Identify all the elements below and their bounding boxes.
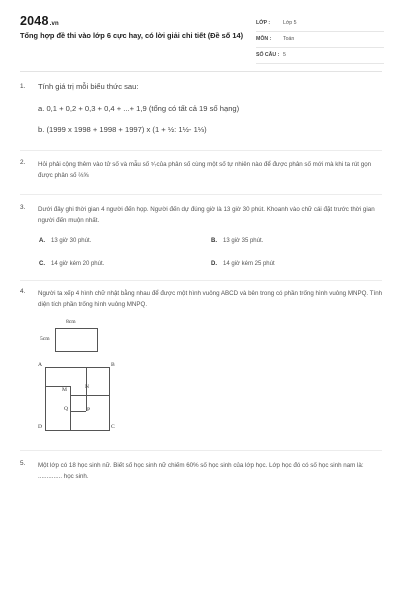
exam-meta <box>256 16 384 64</box>
vertex-label-p: P <box>87 407 91 413</box>
logo-suffix: .vn <box>49 21 59 27</box>
question-2 <box>20 159 382 183</box>
vertex-label-c: C <box>111 424 115 430</box>
divider <box>20 150 382 151</box>
option-text: 13 giờ 35 phút. <box>223 238 264 244</box>
vertex-label-b: B <box>111 362 115 368</box>
rect-height-label: 5cm <box>40 336 50 342</box>
meta-key: SỐ CÂU : <box>256 52 280 58</box>
question-text: Dưới đây ghi thời gian 4 người đến họp. Người đến dự đúng giờ là 13 giờ 30 phút. Khoanh vào chữ cái đặt trước thời gian người đến muộn nhất. <box>38 206 375 224</box>
divider <box>20 194 382 195</box>
option-text: 14 giờ kém 25 phút <box>223 261 275 267</box>
single-rectangle <box>55 328 98 352</box>
question-number: 1. <box>20 83 26 90</box>
option-letter: D. <box>211 261 217 267</box>
vertex-label-d: D <box>38 424 43 430</box>
option-letter: C. <box>39 261 45 267</box>
meta-key: MÔN : <box>256 36 272 42</box>
question-1 <box>20 82 382 142</box>
vertex-label-m: M <box>62 387 67 393</box>
vertex-label-a: A <box>38 362 43 368</box>
vertex-label-q: Q <box>64 406 69 412</box>
option-letter: B. <box>211 238 217 244</box>
meta-row-count <box>256 48 384 64</box>
header-divider <box>20 71 382 72</box>
answer-option-a[interactable] <box>39 238 91 244</box>
rect-edge <box>86 395 110 396</box>
question-text: Một lớp có 18 học sinh nữ. Biết số học sinh nữ chiếm 60% số học sinh của lớp học. Lớp học đó có số học sinh nam là: .............. học sinh. <box>38 462 364 480</box>
answer-option-c[interactable] <box>39 261 104 267</box>
question-number: 4. <box>20 288 26 295</box>
question-text: Tính giá trị mỗi biểu thức sau: <box>38 82 139 91</box>
meta-value: Toán <box>283 36 295 42</box>
rect-edge <box>70 411 86 412</box>
square-abcd <box>45 367 110 431</box>
option-text: 13 giờ 30 phút. <box>51 238 92 244</box>
question-5 <box>20 460 382 484</box>
rect-edge <box>70 395 86 396</box>
meta-value: Lớp 5 <box>283 20 297 26</box>
option-text: 14 giờ kém 20 phút. <box>51 261 105 267</box>
site-logo[interactable] <box>20 14 59 28</box>
page-title: Tổng hợp đề thi vào lớp 6 cực hay, có lời giải chi tiết (Đề số 14) <box>20 31 244 40</box>
header <box>20 14 382 62</box>
option-letter: A. <box>39 238 45 244</box>
question-3 <box>20 204 382 274</box>
vertex-label-n: N <box>85 384 90 390</box>
answer-option-d[interactable] <box>211 261 275 267</box>
question-number: 2. <box>20 159 26 166</box>
question-text: Hỏi phải cộng thêm vào tử số và mẫu số ⁵⁄₇của phân số cùng một số tự nhiên nào để được phân số mới mà khi ta rút gọn được phân số ⅔⅝ <box>38 161 372 179</box>
question-part-b: b. (1999 x 1998 + 1998 + 1997) x (1 + ½: 1½- 1⅓) <box>38 125 207 134</box>
question-text: Người ta xếp 4 hình chữ nhật bằng nhau để được một hình vuông ABCD và bên trong có phần trống hình vuông MNPQ. Tính diện tích phần trống hình vuông MNPQ. <box>38 290 383 308</box>
meta-key: LỚP : <box>256 20 271 26</box>
question-part-a: a. 0,1 + 0,2 + 0,3 + 0,4 + ...+ 1,9 (tổng có tất cả 19 số hạng) <box>38 104 240 113</box>
logo-text: 2048 <box>20 14 49 28</box>
rect-edge <box>70 386 71 431</box>
question-number: 5. <box>20 460 26 467</box>
answer-option-b[interactable] <box>211 238 263 244</box>
rect-edge <box>85 367 90 395</box>
meta-value: 5 <box>283 52 286 58</box>
divider <box>20 450 382 451</box>
question-number: 3. <box>20 204 26 211</box>
divider <box>20 280 382 281</box>
meta-row-grade <box>256 16 384 32</box>
rect-width-label: 8cm <box>66 319 76 325</box>
rect-edge <box>45 386 71 387</box>
meta-row-subject <box>256 32 384 48</box>
